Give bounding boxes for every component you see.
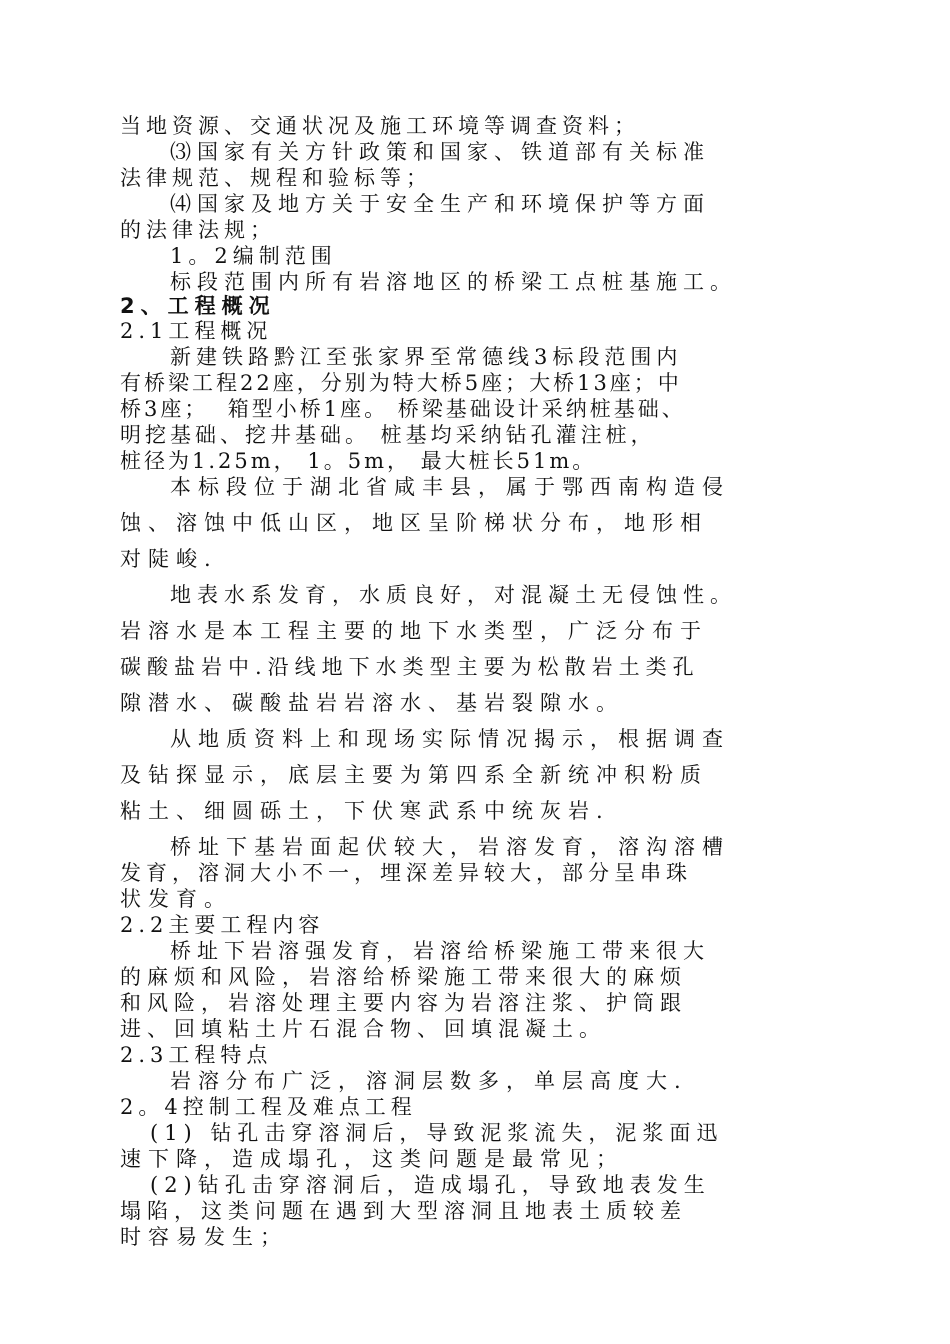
text-line: 进、回填粘土片石混合物、回填混凝土。 (120, 1017, 606, 1041)
text-line: 新建铁路黔江至张家界至常德线3标段范围内 (170, 345, 683, 369)
chapter-heading: 2、工程概况 (120, 294, 276, 318)
text-line: 时容易发生； (120, 1225, 288, 1249)
text-line: 从地质资料上和现场实际情况揭示，根据调查 (170, 727, 730, 751)
text-line: 的麻烦和风险，岩溶给桥梁施工带来很大的麻烦 (120, 965, 687, 989)
text-line: 隙潜水、碳酸盐岩岩溶水、基岩裂隙水。 (120, 691, 624, 715)
text-line: 发育，溶洞大小不一，埋深差异较大，部分呈串珠 (120, 861, 692, 885)
section-heading: 2.1工程概况 (120, 319, 273, 343)
section-heading: 2.2主要工程内容 (120, 913, 325, 937)
text-line: 桩径为1.25m， 1。5m， 最大桩长51m。 (120, 449, 597, 473)
text-line: 岩溶分布广泛，溶洞层数多，单层高度大. (170, 1069, 688, 1093)
text-line: 有桥梁工程22座，分别为特大桥5座；大桥13座；中 (120, 371, 682, 395)
text-line: 碳酸盐岩中.沿线地下水类型主要为松散岩土类孔 (120, 655, 700, 679)
text-line: 对陡峻. (120, 547, 218, 571)
text-line: 本标段位于湖北省咸丰县，属于鄂西南构造侵 (170, 475, 730, 499)
text-line: ⑶国家有关方针政策和国家、铁道部有关标准 (170, 140, 710, 164)
text-line: ⑷国家及地方关于安全生产和环境保护等方面 (170, 192, 710, 216)
text-line: (1) 钻孔击穿溶洞后，导致泥浆流失，泥浆面迅 (150, 1121, 724, 1145)
text-line: 桥址下基岩面起伏较大，岩溶发育，溶沟溶槽 (170, 835, 730, 859)
text-line: 桥3座； 箱型小桥1座。 桥梁基础设计采纳桩基础、 (120, 397, 686, 421)
text-line: 和风险，岩溶处理主要内容为岩溶注浆、护筒跟 (120, 991, 687, 1015)
text-line: 地表水系发育，水质良好，对混凝土无侵蚀性。 (170, 583, 737, 607)
text-line: 及钻探显示，底层主要为第四系全新统冲积粉质 (120, 763, 708, 787)
text-line: 岩溶水是本工程主要的地下水类型，广泛分布于 (120, 619, 708, 643)
text-line: 的法律法规； (120, 218, 276, 242)
text-line: 塌陷，这类问题在遇到大型溶洞且地表土质较差 (120, 1199, 687, 1223)
text-line: 蚀、溶蚀中低山区，地区呈阶梯状分布，地形相 (120, 511, 708, 535)
section-heading: 2.3工程特点 (120, 1043, 273, 1067)
text-line: 当地资源、交通状况及施工环境等调查资料； (120, 114, 640, 138)
text-line: 明挖基础、挖井基础。 桩基均采纳钻孔灌注桩， (120, 423, 656, 447)
text-line: 粘土、细圆砾土，下伏寒武系中统灰岩. (120, 799, 610, 823)
text-line: 法律规范、规程和验标等； (120, 166, 432, 190)
text-line: 标段范围内所有岩溶地区的桥梁工点桩基施工。 (170, 270, 737, 294)
text-line: 速下降，造成塌孔，这类问题是最常见； (120, 1147, 624, 1171)
section-heading: 2。4控制工程及难点工程 (120, 1095, 417, 1119)
section-heading: 1。2编制范围 (170, 244, 337, 268)
text-line: 桥址下岩溶强发育，岩溶给桥梁施工带来很大 (170, 939, 710, 963)
text-line: (2)钻孔击穿溶洞后，造成塌孔，导致地表发生 (150, 1173, 711, 1197)
text-line: 状发育。 (120, 887, 232, 911)
